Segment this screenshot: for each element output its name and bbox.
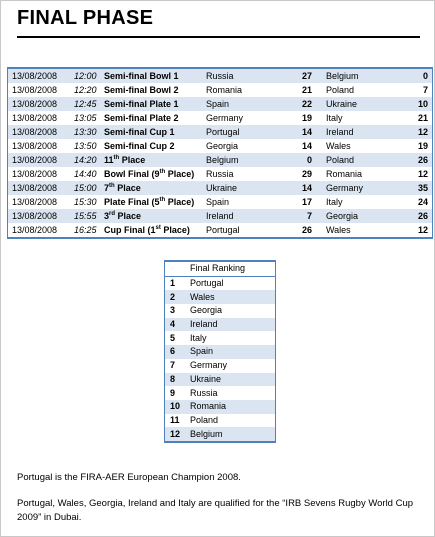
- match-time: 14:20: [72, 153, 102, 167]
- match-time: 13:05: [72, 111, 102, 125]
- match-row: [8, 153, 433, 167]
- ranking-table: [164, 260, 276, 443]
- match-score2: 12: [410, 167, 433, 181]
- match-game: [102, 209, 204, 223]
- ranking-position: 4: [165, 318, 188, 332]
- match-game-label: 7: [104, 183, 110, 193]
- ranking-position: 8: [165, 373, 188, 387]
- match-team2: Ukraine: [324, 97, 410, 111]
- match-date: 13/08/2008: [8, 139, 73, 153]
- match-time: 16:25: [72, 223, 102, 238]
- match-game-label: Cup Final (1: [104, 225, 156, 235]
- match-game: [102, 195, 204, 209]
- match-time: 13:30: [72, 125, 102, 139]
- match-time: 15:30: [72, 195, 102, 209]
- match-game-ordinal: th: [113, 155, 120, 161]
- match-game-ordinal: rd: [109, 211, 116, 217]
- match-game: [102, 111, 204, 125]
- ranking-position: 9: [165, 386, 188, 400]
- match-row: [8, 223, 433, 238]
- champion-text: Portugal is the FIRA-AER European Champion 2008.: [17, 472, 241, 483]
- ranking-team: Italy: [187, 331, 276, 345]
- match-score1: 26: [294, 223, 314, 238]
- match-time: 12:20: [72, 83, 102, 97]
- match-team2: Wales: [324, 139, 410, 153]
- match-game-suffix: Place: [114, 183, 141, 193]
- match-game: [102, 181, 204, 195]
- match-score1: 7: [294, 209, 314, 223]
- match-game: [102, 153, 204, 167]
- match-team1: Russia: [204, 167, 294, 181]
- match-game: [102, 139, 204, 153]
- match-game-label: Bowl Final (9: [104, 169, 160, 179]
- ranking-team: Georgia: [187, 304, 276, 318]
- match-row: [8, 195, 433, 209]
- match-date: 13/08/2008: [8, 111, 73, 125]
- match-game-label: Semi-final Cup 2: [104, 141, 175, 151]
- match-row: [8, 139, 433, 153]
- match-score1: 14: [294, 125, 314, 139]
- match-spacer: [314, 125, 324, 139]
- match-date: 13/08/2008: [8, 153, 73, 167]
- match-score1: 19: [294, 111, 314, 125]
- match-game-label: Semi-final Plate 2: [104, 113, 179, 123]
- match-date: 13/08/2008: [8, 181, 73, 195]
- match-team1: Romania: [204, 83, 294, 97]
- match-date: 13/08/2008: [8, 223, 73, 238]
- match-game-label: 11: [104, 155, 114, 165]
- match-game: [102, 125, 204, 139]
- match-row: [8, 97, 433, 111]
- qualification-text: Portugal, Wales, Georgia, Ireland and Italy are qualified for the “IRB Sevens Rugby World Cup 2009” in Dubai.: [17, 498, 414, 523]
- match-score2: 7: [410, 83, 433, 97]
- match-team2: Romania: [324, 167, 410, 181]
- match-date: 13/08/2008: [8, 167, 73, 181]
- match-score1: 29: [294, 167, 314, 181]
- match-spacer: [314, 153, 324, 167]
- ranking-row: [165, 345, 276, 359]
- match-spacer: [314, 139, 324, 153]
- match-score1: 14: [294, 181, 314, 195]
- ranking-team: Spain: [187, 345, 276, 359]
- match-game-ordinal: st: [155, 225, 161, 231]
- match-spacer: [314, 83, 324, 97]
- match-game-label: Semi-final Bowl 2: [104, 85, 179, 95]
- match-game-label: Plate Final (5: [104, 197, 160, 207]
- match-score1: 0: [294, 153, 314, 167]
- ranking-position: 7: [165, 359, 188, 373]
- ranking-row: [165, 318, 276, 332]
- match-date: 13/08/2008: [8, 83, 73, 97]
- ranking-team: Ireland: [187, 318, 276, 332]
- ranking-row: [165, 414, 276, 428]
- ranking-team: Russia: [187, 386, 276, 400]
- match-game-suffix: Place): [165, 169, 195, 179]
- ranking-row: [165, 427, 276, 442]
- match-time: 13:50: [72, 139, 102, 153]
- match-row: [8, 209, 433, 223]
- ranking-row: [165, 304, 276, 318]
- ranking-team: Wales: [187, 290, 276, 304]
- match-team2: Germany: [324, 181, 410, 195]
- match-team2: Wales: [324, 223, 410, 238]
- match-team2: Poland: [324, 83, 410, 97]
- match-score1: 14: [294, 139, 314, 153]
- match-time: 12:45: [72, 97, 102, 111]
- ranking-row: [165, 359, 276, 373]
- page-title: FINAL PHASE: [17, 7, 154, 29]
- match-team1: Germany: [204, 111, 294, 125]
- match-game: [102, 97, 204, 111]
- ranking-team: Poland: [187, 414, 276, 428]
- match-game-suffix: Place): [165, 197, 195, 207]
- ranking-team: Belgium: [187, 427, 276, 442]
- ranking-team: Romania: [187, 400, 276, 414]
- match-team1: Belgium: [204, 153, 294, 167]
- match-score2: 12: [410, 223, 433, 238]
- match-team1: Georgia: [204, 139, 294, 153]
- match-team2: Belgium: [324, 68, 410, 83]
- match-spacer: [314, 68, 324, 83]
- match-score2: 24: [410, 195, 433, 209]
- match-spacer: [314, 111, 324, 125]
- ranking-row: [165, 373, 276, 387]
- ranking-header-pos: [165, 261, 188, 276]
- title-rule: [17, 36, 420, 38]
- match-score2: 19: [410, 139, 433, 153]
- match-time: 12:00: [72, 68, 102, 83]
- match-date: 13/08/2008: [8, 209, 73, 223]
- match-game: [102, 167, 204, 181]
- match-game-label: Semi-final Plate 1: [104, 99, 179, 109]
- ranking-row: [165, 386, 276, 400]
- match-score1: 17: [294, 195, 314, 209]
- match-game-suffix: Place): [160, 225, 190, 235]
- match-game: [102, 68, 204, 83]
- match-score2: 12: [410, 125, 433, 139]
- ranking-position: 2: [165, 290, 188, 304]
- ranking-position: 11: [165, 414, 188, 428]
- match-spacer: [314, 195, 324, 209]
- match-spacer: [314, 181, 324, 195]
- match-row: [8, 111, 433, 125]
- match-row: [8, 167, 433, 181]
- ranking-position: 5: [165, 331, 188, 345]
- match-team1: Ireland: [204, 209, 294, 223]
- ranking-header: Final Ranking: [187, 261, 276, 276]
- match-score2: 10: [410, 97, 433, 111]
- match-team2: Ireland: [324, 125, 410, 139]
- match-time: 15:55: [72, 209, 102, 223]
- match-game: [102, 223, 204, 238]
- match-game-ordinal: th: [159, 197, 166, 203]
- match-team2: Poland: [324, 153, 410, 167]
- match-time: 15:00: [72, 181, 102, 195]
- match-game-label: Semi-final Bowl 1: [104, 71, 179, 81]
- match-date: 13/08/2008: [8, 125, 73, 139]
- ranking-row: [165, 400, 276, 414]
- match-team2: Italy: [324, 111, 410, 125]
- match-score2: 26: [410, 209, 433, 223]
- match-score1: 21: [294, 83, 314, 97]
- match-date: 13/08/2008: [8, 97, 73, 111]
- ranking-position: 6: [165, 345, 188, 359]
- match-team2: Italy: [324, 195, 410, 209]
- match-date: 13/08/2008: [8, 195, 73, 209]
- match-game-ordinal: th: [109, 183, 115, 189]
- match-spacer: [314, 209, 324, 223]
- match-row: [8, 68, 433, 83]
- ranking-team: Germany: [187, 359, 276, 373]
- ranking-header-row: [165, 261, 276, 276]
- match-team1: Russia: [204, 68, 294, 83]
- ranking-row: [165, 276, 276, 290]
- match-team1: Portugal: [204, 125, 294, 139]
- match-team1: Portugal: [204, 223, 294, 238]
- match-game-suffix: Place: [119, 155, 146, 165]
- match-team1: Ukraine: [204, 181, 294, 195]
- match-score1: 27: [294, 68, 314, 83]
- match-spacer: [314, 223, 324, 238]
- match-row: [8, 83, 433, 97]
- match-row: [8, 125, 433, 139]
- match-game-ordinal: th: [159, 169, 166, 175]
- ranking-position: 10: [165, 400, 188, 414]
- match-game: [102, 83, 204, 97]
- match-row: [8, 181, 433, 195]
- matches-table: [7, 67, 433, 239]
- ranking-team: Portugal: [187, 276, 276, 290]
- match-date: 13/08/2008: [8, 68, 73, 83]
- match-team1: Spain: [204, 97, 294, 111]
- match-score2: 21: [410, 111, 433, 125]
- match-score2: 35: [410, 181, 433, 195]
- match-game-label: Semi-final Cup 1: [104, 127, 175, 137]
- ranking-team: Ukraine: [187, 373, 276, 387]
- match-game-suffix: Place: [115, 211, 142, 221]
- match-spacer: [314, 167, 324, 181]
- ranking-row: [165, 290, 276, 304]
- match-time: 14:40: [72, 167, 102, 181]
- match-score2: 0: [410, 68, 433, 83]
- match-game-label: 3: [104, 211, 110, 221]
- match-score1: 22: [294, 97, 314, 111]
- ranking-row: [165, 331, 276, 345]
- match-team2: Georgia: [324, 209, 410, 223]
- match-team1: Spain: [204, 195, 294, 209]
- ranking-position: 3: [165, 304, 188, 318]
- ranking-position: 1: [165, 276, 188, 290]
- ranking-position: 12: [165, 427, 188, 442]
- match-spacer: [314, 97, 324, 111]
- match-score2: 26: [410, 153, 433, 167]
